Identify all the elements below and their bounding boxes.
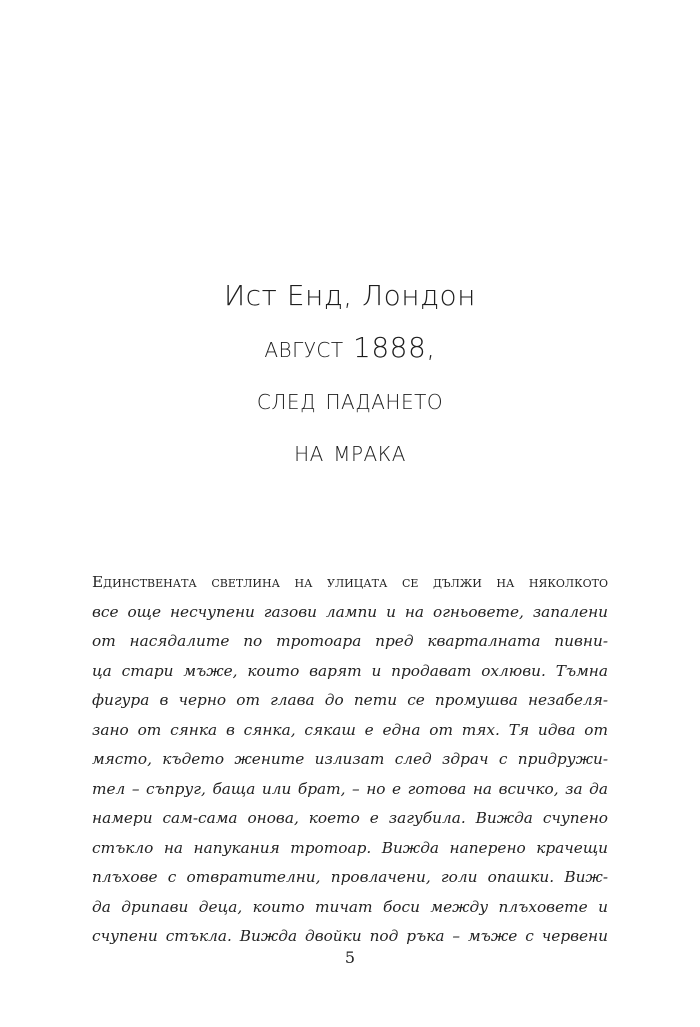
text-line: стъкло на напукания тротоар. Вижда наперено крачещи bbox=[92, 838, 608, 857]
text-line: зано от сянка в сянка, сякаш е една от тях. Тя идва от bbox=[92, 720, 608, 739]
text-line: фигура в черно от глава до пети се промушва незабеля- bbox=[92, 691, 608, 709]
text-line: все още несчупени газови лампи и на огньовете, запалени bbox=[92, 602, 608, 621]
text-line: тел – съпруг, баща или брат, – но е готова на всичко, за да bbox=[92, 779, 608, 798]
text-line: ца стари мъже, които варят и продават охлюви. Тъмна bbox=[92, 661, 608, 680]
text-line: счупени стъкла. Вижда двойки под ръка – мъже с червени bbox=[92, 927, 608, 945]
heading-time-line1: след падането bbox=[256, 383, 444, 416]
text-line: Единствената светлина на улицата се дължи на няколкото bbox=[92, 573, 608, 591]
text-line: плъхове с отвратителни, провлачени, голи опашки. Виж- bbox=[92, 868, 608, 886]
heading-time-line2: на мрака bbox=[294, 435, 406, 468]
body-paragraph bbox=[92, 568, 608, 952]
heading-location: Ист Енд, Лондон bbox=[224, 279, 476, 312]
chapter-heading bbox=[0, 270, 700, 478]
text-line: да дрипави деца, които тичат боси между плъховете и bbox=[92, 897, 608, 916]
heading-date: август 1888, bbox=[264, 331, 436, 364]
text-line: намери сам-сама онова, което е загубила. Вижда счупено bbox=[92, 809, 608, 827]
page-number: 5 bbox=[344, 948, 356, 967]
text-line: от насядалите по тротоара пред кварталната пивни- bbox=[92, 632, 608, 650]
text-line: място, където жените излизат след здрач с придружи- bbox=[92, 750, 608, 768]
